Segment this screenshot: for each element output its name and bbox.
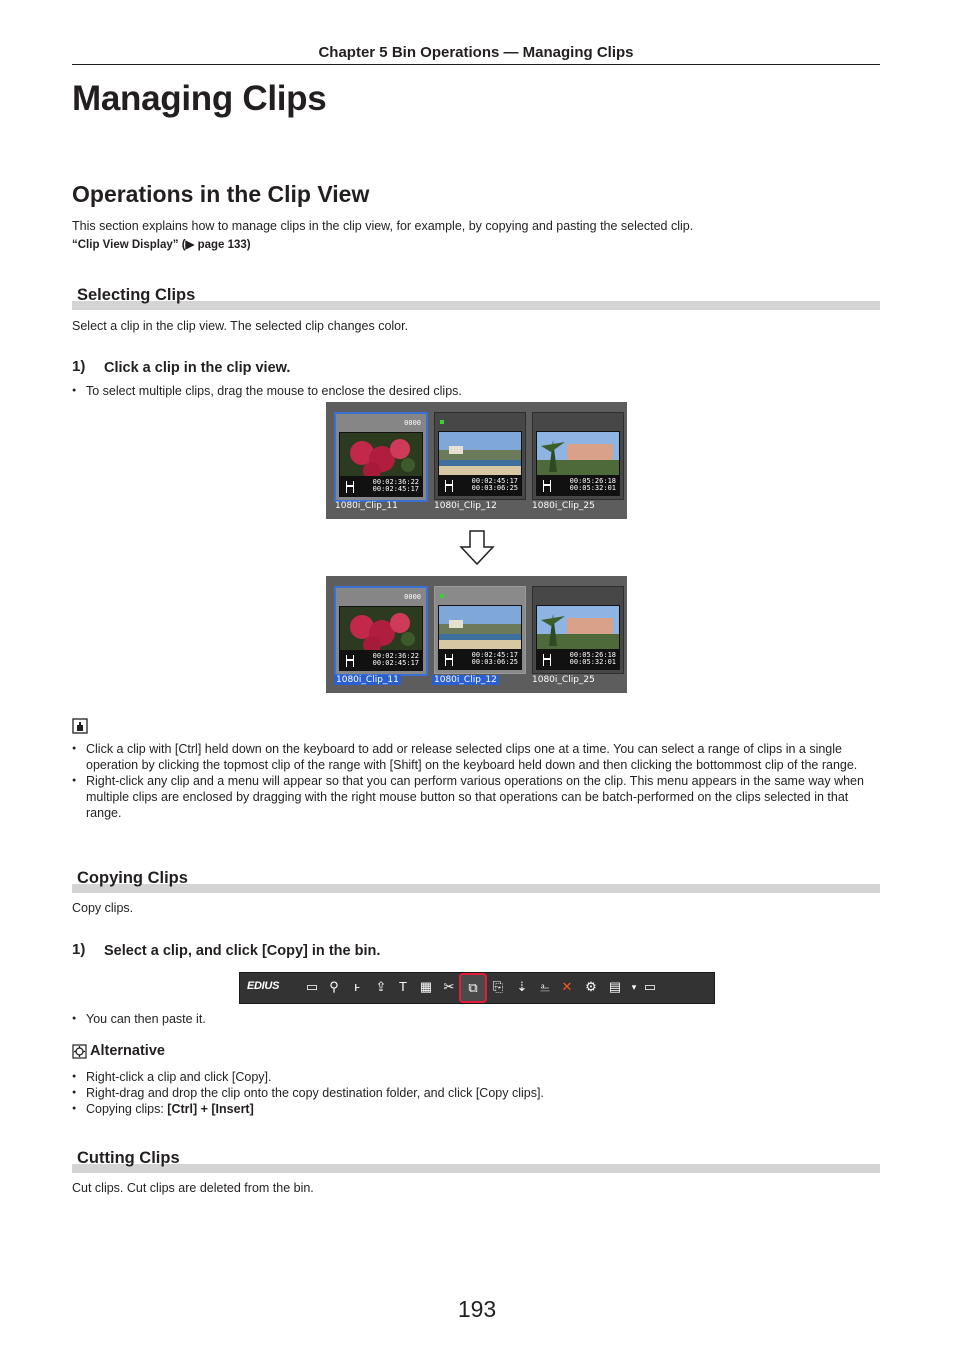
timecode-in: 00:02:36:22 [372,652,419,660]
cutting-title: Cutting Clips [77,1149,180,1167]
alternative-title: Alternative [90,1043,165,1059]
note-icon [72,718,88,734]
clip-thumbnail[interactable] [334,412,428,502]
search-icon[interactable]: ⚲ [329,979,339,994]
section-title: Operations in the Clip View [72,181,370,207]
title-icon[interactable]: T [399,979,407,994]
timecode-out: 00:02:45:17 [372,485,419,493]
folder-icon[interactable]: ▭ [305,979,319,994]
section-bar [72,884,880,893]
clip-thumbnail[interactable] [532,412,624,500]
keyboard-shortcut: [Ctrl] + [Insert] [167,1102,254,1116]
clip-name: 1080i_Clip_11 [336,675,399,685]
clip-thumbnail[interactable] [434,412,526,500]
film-icon [543,480,551,492]
film-icon [346,655,354,667]
timecode-in: 00:02:45:17 [471,651,518,659]
film-icon [346,481,354,493]
edius-logo: EDIUS [247,980,280,992]
add-to-timeline-icon[interactable]: ⎁ [539,979,551,994]
section-bar [72,1164,880,1173]
clip-name: 1080i_Clip_25 [532,675,595,685]
timecode-out: 00:03:06:25 [471,658,518,666]
copying-title: Copying Clips [77,869,188,887]
step-text: Select a clip, and click [Copy] in the bin. [104,943,381,959]
selecting-title: Selecting Clips [77,286,196,304]
section-intro: This section explains how to manage clips in the clip view, for example, by copying and pasting the selected clip. [72,219,694,233]
timecode-in: 00:05:26:18 [569,651,616,659]
timecode-out: 00:05:32:01 [569,484,616,492]
timecode-in: 00:05:26:18 [569,477,616,485]
up-level-icon[interactable]: ⱶ [354,979,360,994]
clip-thumbnail[interactable] [334,586,428,676]
color-bar-icon[interactable]: ▦ [419,979,433,994]
list-item: ● Right-drag and drop the clip onto the copy destination folder, and click [Copy clips]. [72,1085,880,1101]
flower-thumbnail [339,606,423,671]
list-item [72,1101,880,1117]
view-icon[interactable]: ▤ [608,979,622,994]
clip-name: 1080i_Clip_12 [434,675,497,685]
list-item: ● To select multiple clips, drag the mouse to enclose the desired clips. [72,383,880,399]
chevron-down-icon[interactable]: ▾ [631,982,637,992]
clip-counter: 0000 [404,419,421,427]
timecode-in: 00:02:45:17 [471,477,518,485]
beach-thumbnail [438,605,522,670]
list-item: ● You can then paste it. [72,1011,880,1027]
copy-icon[interactable]: ⧉ [459,973,487,1003]
cut-icon[interactable]: ✂ [443,979,455,994]
selecting-desc: Select a clip in the clip view. The selected clip changes color. [72,319,409,333]
clip-name: 1080i_Clip_11 [335,501,398,511]
timecode-out: 00:05:32:01 [569,658,616,666]
down-arrow-icon [459,530,495,566]
bullet-list [72,383,880,399]
timecode-out: 00:02:45:17 [372,659,419,667]
clip-view-before [326,402,627,519]
film-icon [543,654,551,666]
header-rule [72,64,880,65]
timecode-out: 00:03:06:25 [471,484,518,492]
paste-icon[interactable]: ⎘ [492,979,504,994]
bullet-list [72,1011,880,1027]
shortcut-label: Copying clips: [86,1102,168,1116]
clip-thumbnail[interactable] [434,586,526,674]
film-icon [445,654,453,666]
alternative-icon [72,1044,87,1059]
copying-desc: Copy clips. [72,901,134,915]
clip-name: 1080i_Clip_12 [434,501,497,511]
film-icon [445,480,453,492]
step-number: 1) [72,358,86,375]
step-number: 1) [72,941,86,958]
resort-thumbnail [536,605,620,670]
properties-icon[interactable]: ⚙ [585,979,597,994]
status-dot [440,420,444,424]
clip-thumbnail[interactable] [532,586,624,674]
cutting-desc: Cut clips. Cut clips are deleted from the bin. [72,1181,314,1195]
chapter-header: Chapter 5 Bin Operations — Managing Clips [318,44,634,61]
page-title: Managing Clips [72,79,327,118]
beach-thumbnail [438,431,522,496]
delete-icon[interactable]: ✕ [561,979,573,994]
resort-thumbnail [536,431,620,496]
add-to-player-icon[interactable]: ⇣ [516,979,528,994]
bin-menu-icon[interactable]: ▭ [643,979,657,994]
flower-thumbnail [339,432,423,497]
list-item: ● Right-click any clip and a menu will appear so that you can perform various operations on the clip. This menu appears in the same way when multiple clips are enclosed by dragging with the right mouse button so that operations can be batch-performed on the clips selected in that range. [72,773,880,821]
clip-view-after [326,576,627,693]
clip-name: 1080i_Clip_25 [532,501,595,511]
status-dot [440,594,444,598]
clip-counter: 0000 [404,593,421,601]
alternative-list [72,1069,880,1117]
step-text: Click a clip in the clip view. [104,360,291,376]
timecode-in: 00:02:36:22 [372,478,419,486]
notes-list [72,741,880,821]
import-icon[interactable]: ⇪ [375,979,387,994]
list-item: ● Right-click a clip and click [Copy]. [72,1069,880,1085]
list-item: ● Click a clip with [Ctrl] held down on the keyboard to add or release selected clips one at a time. You can select a range of clips in a single operation by clicking the topmost clip of the range with [Shift] on the keyboard held down and then clicking the bottommost clip of the range. [72,741,880,773]
reference-link[interactable]: “Clip View Display” (▶ page 133) [72,239,251,251]
page-number: 193 [457,1296,497,1322]
bin-toolbar [239,972,715,1004]
